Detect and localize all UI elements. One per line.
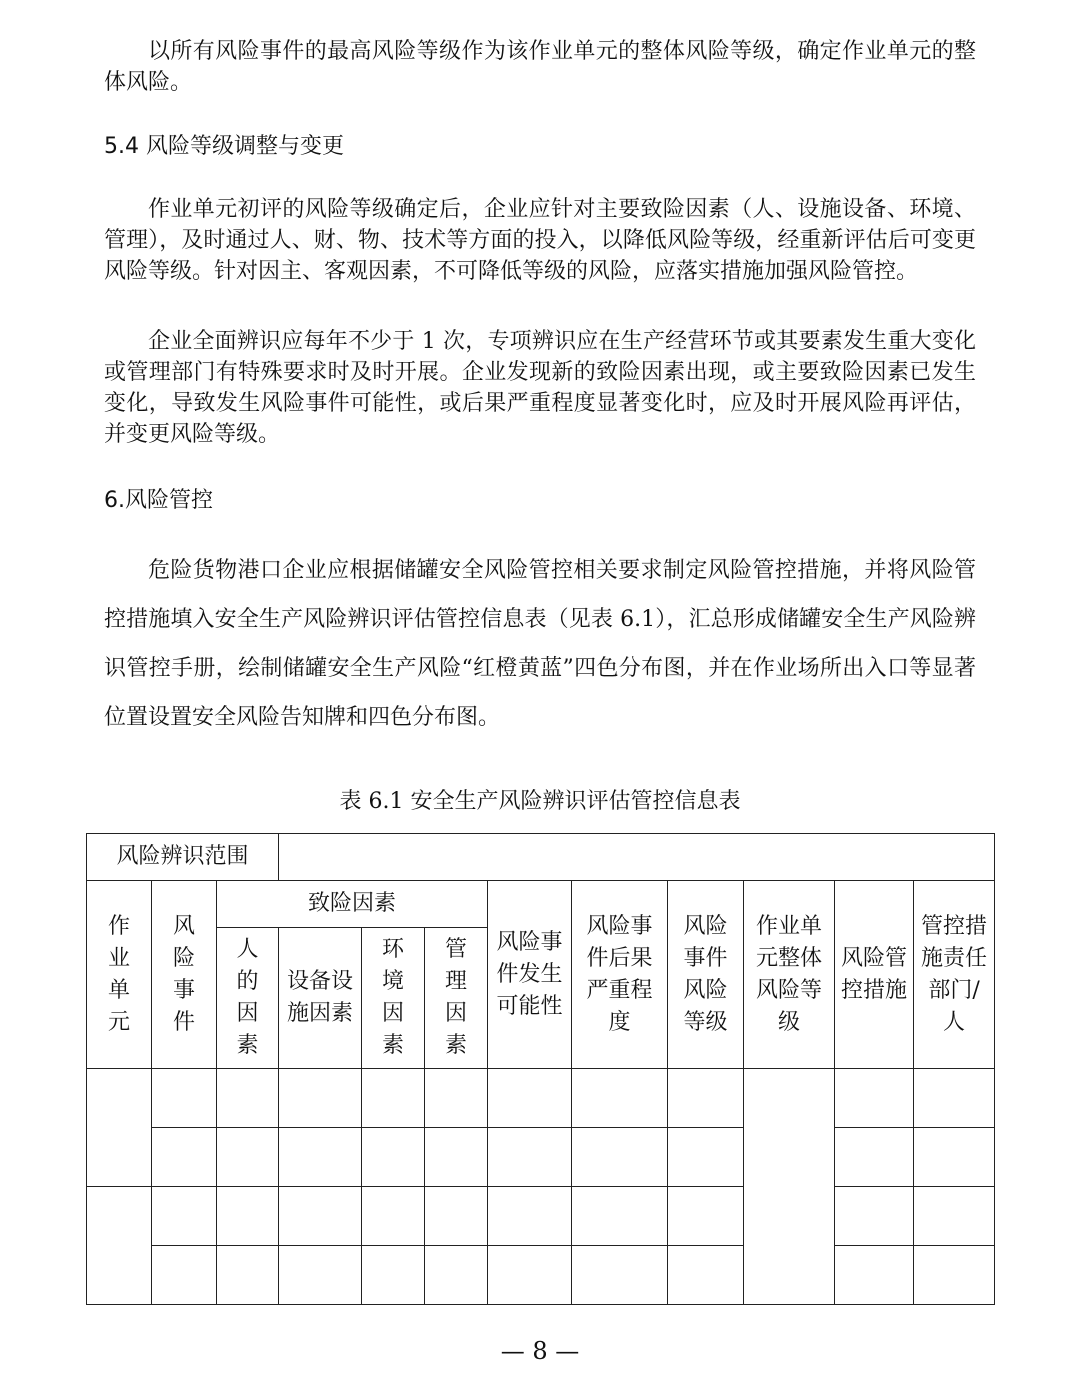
header-unit: 作业单元 xyxy=(87,881,152,1069)
risk-info-table xyxy=(86,833,995,1305)
table-cell[interactable] xyxy=(425,1128,488,1187)
table-cell[interactable] xyxy=(87,1187,152,1305)
table-cell[interactable] xyxy=(744,1069,835,1305)
table-cell[interactable] xyxy=(668,1246,744,1305)
table-row xyxy=(87,1069,995,1128)
table-cell[interactable] xyxy=(279,1069,362,1128)
header-equipment: 设备设施因素 xyxy=(279,928,362,1069)
table-cell[interactable] xyxy=(152,1246,217,1305)
header-environment: 环境因素 xyxy=(362,928,425,1069)
table-cell[interactable] xyxy=(279,1246,362,1305)
header-human: 人的因素 xyxy=(217,928,279,1069)
table-cell[interactable] xyxy=(668,1128,744,1187)
table-cell[interactable] xyxy=(152,1187,217,1246)
table-cell[interactable] xyxy=(217,1246,279,1305)
header-unit-level: 作业单元整体风险等级 xyxy=(744,881,835,1069)
table-cell[interactable] xyxy=(914,1128,995,1187)
scope-row xyxy=(87,834,995,881)
table-cell[interactable] xyxy=(362,1187,425,1246)
table-cell[interactable] xyxy=(572,1246,668,1305)
table-cell[interactable] xyxy=(87,1069,152,1187)
table-cell[interactable] xyxy=(362,1128,425,1187)
table-cell[interactable] xyxy=(572,1069,668,1128)
table-caption: 表 6.1 安全生产风险辨识评估管控信息表 xyxy=(339,789,741,814)
table-cell[interactable] xyxy=(362,1069,425,1128)
table-cell[interactable] xyxy=(488,1246,572,1305)
table-cell[interactable] xyxy=(362,1246,425,1305)
header-severity: 风险事件后果严重程度 xyxy=(572,881,668,1069)
table-cell[interactable] xyxy=(914,1187,995,1246)
table-cell[interactable] xyxy=(217,1128,279,1187)
table-cell[interactable] xyxy=(152,1069,217,1128)
table-cell[interactable] xyxy=(488,1128,572,1187)
header-measures: 风险管控措施 xyxy=(835,881,914,1069)
paragraph-identification-frequency: 企业全面辨识应每年不少于 1 次，专项辨识应在生产经营环节或其要素发生重大变化或管理部门有特殊要求时及时开展。企业发现新的致险因素出现，或主要致险因素已发生变化，导致发生风险事件可能性，或后果严重程度显著变化时，应及时开展风险再评估，并变更风险等级。 xyxy=(104,329,976,447)
paragraph-risk-control: 危险货物港口企业应根据储罐安全风险管控相关要求制定风险管控措施，并将风险管控措施填入安全生产风险辨识评估管控信息表（见表 6.1），汇总形成储罐安全生产风险辨识管控手册，绘制储罐安全生产风险“红橙黄蓝”四色分布图，并在作业场所出入口等显著位置设置安全风险告知牌和四色分布图。 xyxy=(104,558,976,730)
header-responsible: 管控措施责任部门/人 xyxy=(914,881,995,1069)
section-heading-6: 6.风险管控 xyxy=(104,488,213,513)
table-cell[interactable] xyxy=(217,1069,279,1128)
header-event: 风险事件 xyxy=(152,881,217,1069)
section-heading-5-4: 5.4 风险等级调整与变更 xyxy=(104,134,344,159)
table-cell[interactable] xyxy=(425,1246,488,1305)
table-cell[interactable] xyxy=(572,1128,668,1187)
table-cell[interactable] xyxy=(914,1246,995,1305)
table-cell[interactable] xyxy=(279,1128,362,1187)
table-cell[interactable] xyxy=(488,1187,572,1246)
table-cell[interactable] xyxy=(425,1069,488,1128)
table-row xyxy=(87,1246,995,1305)
table-cell[interactable] xyxy=(835,1128,914,1187)
table-cell[interactable] xyxy=(835,1246,914,1305)
page-number: — 8 — xyxy=(500,1337,580,1365)
table-cell[interactable] xyxy=(835,1187,914,1246)
table-cell[interactable] xyxy=(668,1069,744,1128)
scope-label-cell: 风险辨识范围 xyxy=(87,834,279,881)
header-event-level: 风险事件风险等级 xyxy=(668,881,744,1069)
table-cell[interactable] xyxy=(217,1187,279,1246)
table-cell[interactable] xyxy=(668,1187,744,1246)
header-management: 管理因素 xyxy=(425,928,488,1069)
table-cell[interactable] xyxy=(279,1187,362,1246)
table-cell[interactable] xyxy=(572,1187,668,1246)
table-cell[interactable] xyxy=(425,1187,488,1246)
header-row-1 xyxy=(87,881,995,928)
table-cell[interactable] xyxy=(914,1069,995,1128)
table-cell[interactable] xyxy=(488,1069,572,1128)
scope-value-cell[interactable] xyxy=(279,834,995,881)
table-cell[interactable] xyxy=(835,1069,914,1128)
table-row xyxy=(87,1128,995,1187)
paragraph-risk-adjustment: 作业单元初评的风险等级确定后，企业应针对主要致险因素（人、设施设备、环境、管理），及时通过人、财、物、技术等方面的投入，以降低风险等级，经重新评估后可变更风险等级。针对因主、客观因素，不可降低等级的风险，应落实措施加强风险管控。 xyxy=(104,197,976,284)
paragraph-overall-risk: 以所有风险事件的最高风险等级作为该作业单元的整体风险等级，确定作业单元的整体风险。 xyxy=(104,39,976,95)
header-likelihood: 风险事件发生可能性 xyxy=(488,881,572,1069)
header-factors: 致险因素 xyxy=(217,881,488,928)
table-row xyxy=(87,1187,995,1246)
table-cell[interactable] xyxy=(152,1128,217,1187)
